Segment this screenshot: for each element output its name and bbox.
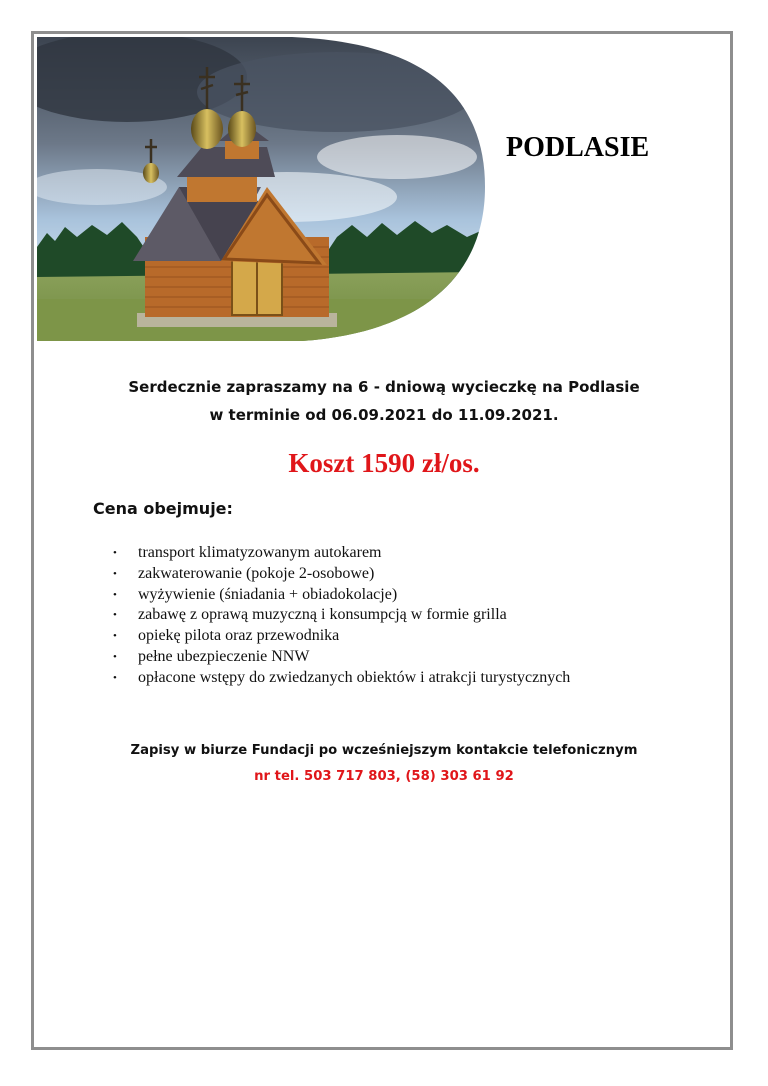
invitation-line-2: w terminie od 06.09.2021 do 11.09.2021. — [209, 406, 559, 424]
signup-info: Zapisy w biurze Fundacji po wcześniejszym kontakcie telefonicznym — [130, 743, 638, 758]
list-item-text: zabawę z oprawą muzyczną i konsumpcją w formie grilla — [138, 606, 507, 624]
list-item-text: wyżywienie (śniadania + obiadokolacje) — [138, 585, 398, 603]
bullet-icon: • — [113, 567, 117, 580]
list-item — [113, 564, 570, 585]
list-item-text: transport klimatyzowanym autokarem — [138, 544, 382, 561]
price-label: Koszt 1590 zł/os. — [288, 448, 480, 478]
bullet-icon: • — [113, 547, 117, 559]
includes-heading: Cena obejmuje: — [93, 499, 233, 518]
phone-numbers: nr tel. 503 717 803, (58) 303 61 92 — [254, 769, 514, 784]
bullet-icon: • — [113, 650, 117, 663]
chapel-photo — [37, 37, 485, 341]
list-item — [113, 605, 570, 626]
bullet-icon: • — [113, 588, 117, 601]
bullet-icon: • — [113, 630, 117, 643]
list-item-text: opiekę pilota oraz przewodnika — [138, 627, 340, 645]
list-item — [113, 543, 570, 564]
list-item — [113, 585, 570, 606]
list-item — [113, 647, 570, 668]
invitation-line-1: Serdecznie zapraszamy na 6 - dniową wycieczkę na Podlasie — [128, 378, 640, 396]
list-item-text: pełne ubezpieczenie NNW — [138, 647, 310, 665]
bullet-icon: • — [113, 671, 117, 684]
list-item-text: opłacone wstępy do zwiedzanych obiektów i atrakcji turystycznych — [138, 668, 571, 686]
includes-list — [113, 543, 570, 689]
list-item-text: zakwaterowanie (pokoje 2-osobowe) — [138, 564, 375, 582]
page-title: PODLASIE — [506, 132, 650, 163]
list-item — [113, 668, 570, 689]
bullet-icon: • — [113, 609, 117, 622]
list-item — [113, 626, 570, 647]
